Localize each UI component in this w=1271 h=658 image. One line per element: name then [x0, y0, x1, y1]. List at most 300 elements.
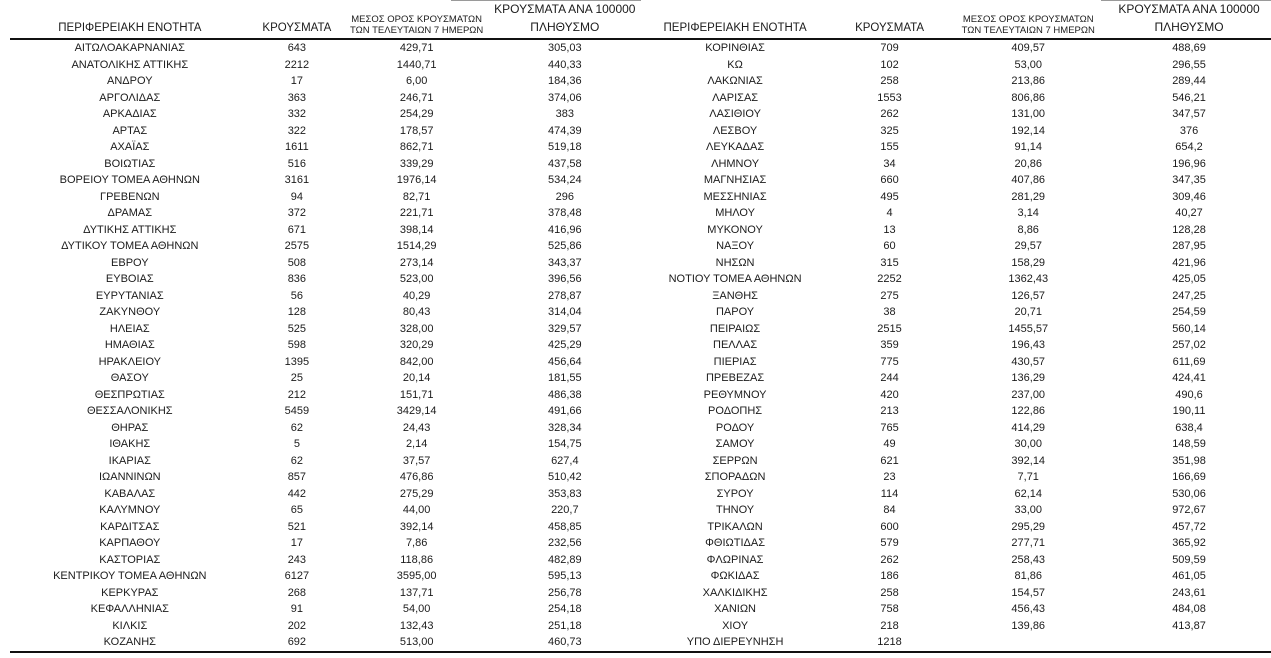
table-row — [641, 90, 1271, 107]
per100k-cell: 416,96 — [548, 223, 582, 236]
table-header — [641, 0, 1271, 39]
table-row — [10, 156, 641, 173]
cases-cell: 244 — [880, 372, 899, 384]
table-row — [641, 73, 1271, 90]
cases-cell: 202 — [287, 619, 307, 632]
per100k-cell: 128,28 — [1172, 223, 1206, 236]
region-cell: ΠΕΛΛΑΣ — [713, 339, 758, 351]
avg7-cell: 137,71 — [399, 586, 434, 599]
cases-cell: 758 — [880, 603, 899, 615]
per100k-cell: 491,66 — [548, 405, 582, 417]
header-avg7-line1: ΜΕΣΟΣ ΟΡΟΣ ΚΡΟΥΣΜΑΤΩΝ — [962, 14, 1094, 25]
table-row — [10, 57, 641, 74]
avg7-cell: 196,43 — [1011, 339, 1046, 351]
avg7-cell: 3429,14 — [396, 405, 437, 417]
per100k-cell — [1107, 634, 1271, 652]
region-cell: ΗΛΕΙΑΣ — [109, 322, 150, 335]
cases-cell: 857 — [287, 471, 307, 483]
avg7-cell: 81,86 — [1014, 570, 1042, 582]
table-row — [10, 370, 641, 387]
cases-cell: 1611 — [285, 141, 309, 153]
table-row — [641, 39, 1271, 57]
per100k-cell: 488,69 — [1172, 42, 1206, 54]
avg7-cell: 158,29 — [1011, 256, 1046, 269]
per100k-cell: 376 — [1179, 124, 1199, 137]
header-cases — [830, 0, 950, 39]
region-cell: ΛΕΣΒΟΥ — [712, 124, 758, 137]
avg7-cell: 320,29 — [399, 339, 434, 351]
per100k-cell: 287,95 — [1172, 240, 1206, 252]
table-row — [10, 139, 641, 156]
avg7-cell: 154,57 — [1011, 586, 1046, 599]
per100k-cell: 611,69 — [1172, 355, 1206, 368]
table-body — [641, 39, 1271, 652]
header-avg7-line2: ΤΩΝ ΤΕΛΕΥΤΑΙΩΝ 7 ΗΜΕΡΩΝ — [961, 25, 1095, 36]
per100k-cell: 328,34 — [548, 421, 582, 434]
avg7-cell: 30,00 — [1014, 438, 1042, 450]
per100k-cell: 534,24 — [548, 174, 582, 186]
table-row — [641, 205, 1271, 222]
cases-table — [641, 0, 1271, 653]
cases-cell: 836 — [287, 273, 307, 285]
table-row — [641, 519, 1271, 536]
region-cell: ΕΥΡΥΤΑΝΙΑΣ — [95, 289, 164, 302]
header-region — [10, 0, 250, 39]
cases-cell: 765 — [880, 421, 899, 434]
table-row — [10, 288, 641, 305]
avg7-cell: 53,00 — [1014, 58, 1042, 71]
region-cell: ΘΗΡΑΣ — [111, 421, 149, 434]
cases-cell: 442 — [287, 487, 307, 500]
table-row — [641, 568, 1271, 585]
table-row — [10, 618, 641, 635]
region-cell: ΚΑΣΤΟΡΙΑΣ — [99, 553, 161, 566]
region-cell: ΣΠΟΡΑΔΩΝ — [704, 471, 766, 483]
per100k-cell: 309,46 — [1172, 190, 1206, 203]
per100k-cell: 329,57 — [548, 322, 582, 335]
per100k-cell: 972,67 — [1172, 504, 1206, 516]
avg7-cell: 40,29 — [402, 289, 431, 302]
cases-cell: 213 — [880, 405, 899, 417]
table-row — [641, 585, 1271, 602]
per100k-cell: 560,14 — [1172, 322, 1206, 335]
region-cell: ΤΡΙΚΑΛΩΝ — [707, 520, 763, 533]
avg7-cell: 131,00 — [1011, 108, 1046, 120]
avg7-cell: 295,29 — [1011, 520, 1046, 533]
cases-cell: 6127 — [284, 570, 310, 582]
header-per100k — [489, 0, 640, 39]
region-cell: ΗΜΑΘΙΑΣ — [104, 339, 155, 351]
header-per100k-line2: ΠΛΗΘΥΣΜΟ — [1154, 20, 1224, 34]
cases-cell: 643 — [287, 42, 307, 54]
region-cell: ΠΡΕΒΕΖΑΣ — [705, 372, 765, 384]
avg7-cell: 258,43 — [1011, 553, 1046, 566]
region-cell: ΙΩΑΝΝΙΝΩΝ — [98, 471, 161, 483]
cases-cell: 600 — [880, 520, 899, 533]
avg7-cell: 281,29 — [1011, 190, 1046, 203]
cases-cell: 17 — [290, 75, 303, 87]
avg7-cell: 221,71 — [399, 207, 434, 219]
header-cases-label: ΚΡΟΥΣΜΑΤΑ — [855, 22, 924, 34]
cases-cell: 372 — [287, 207, 307, 219]
region-cell: ΥΠΟ ΔΙΕΡΕΥΝΗΣΗ — [641, 634, 830, 652]
header-avg7 — [344, 0, 489, 39]
table-header — [10, 0, 641, 39]
header-region-label: ΠΕΡΙΦΕΡΕΙΑΚΗ ΕΝΟΤΗΤΑ — [663, 22, 807, 34]
header-per100k-line1: ΚΡΟΥΣΜΑΤΑ ΑΝΑ 100000 — [494, 2, 636, 16]
per100k-cell: 458,85 — [548, 520, 582, 533]
header-avg7-line1: ΜΕΣΟΣ ΟΡΟΣ ΚΡΟΥΣΜΑΤΩΝ — [351, 14, 483, 25]
header-cases — [250, 0, 345, 39]
region-cell: ΚΙΛΚΙΣ — [112, 619, 148, 632]
cases-cell: 4 — [886, 207, 893, 219]
cases-cell: 17 — [290, 537, 303, 549]
cases-cell: 671 — [287, 223, 307, 236]
cases-cell: 521 — [287, 520, 307, 533]
region-cell: ΧΑΛΚΙΔΙΚΗΣ — [702, 586, 768, 599]
cases-cell: 262 — [880, 108, 899, 120]
avg7-cell: 8,86 — [1017, 223, 1039, 236]
table-row — [10, 39, 641, 57]
table-row — [641, 222, 1271, 239]
avg7-cell: 392,14 — [399, 520, 434, 533]
region-cell: ΡΟΔΟΠΗΣ — [708, 405, 763, 417]
avg7-cell: 3,14 — [1017, 207, 1039, 219]
cases-cell: 262 — [880, 553, 899, 566]
avg7-cell: 33,00 — [1014, 504, 1042, 516]
cases-cell: 34 — [883, 157, 896, 170]
table-row — [641, 535, 1271, 552]
per100k-cell: 474,39 — [548, 124, 582, 137]
per100k-cell: 437,58 — [548, 157, 582, 170]
per100k-cell: 232,56 — [548, 537, 582, 549]
per100k-cell: 166,69 — [1172, 471, 1206, 483]
region-cell: ΚΑΒΑΛΑΣ — [104, 487, 156, 500]
header-avg7-line2: ΤΩΝ ΤΕΛΕΥΤΑΙΩΝ 7 ΗΜΕΡΩΝ — [350, 25, 484, 36]
region-cell: ΕΥΒΟΙΑΣ — [105, 273, 154, 285]
cases-cell: 275 — [880, 289, 899, 302]
cases-cell: 155 — [880, 141, 899, 153]
per100k-cell: 184,36 — [548, 75, 582, 87]
cases-cell: 579 — [880, 537, 899, 549]
table-row — [641, 601, 1271, 618]
per100k-cell: 148,59 — [1172, 438, 1206, 450]
region-cell: ΞΑΝΘΗΣ — [712, 289, 758, 302]
avg7-cell: 407,86 — [1011, 174, 1046, 186]
table-row — [641, 106, 1271, 123]
table-row — [10, 238, 641, 255]
table-row — [641, 453, 1271, 470]
cases-cell: 3161 — [284, 174, 310, 186]
region-cell: ΠΕΙΡΑΙΩΣ — [709, 322, 761, 335]
region-cell: ΔΥΤΙΚΗΣ ΑΤΤΙΚΗΣ — [83, 223, 177, 236]
avg7-cell: 20,14 — [402, 372, 431, 384]
per100k-cell: 314,04 — [548, 306, 582, 318]
table-row — [641, 255, 1271, 272]
header-per100k — [1107, 0, 1271, 39]
cases-cell: 258 — [880, 586, 899, 599]
cases-cell: 25 — [290, 372, 303, 384]
cases-cell: 268 — [287, 586, 307, 599]
table-row — [641, 370, 1271, 387]
table-row — [10, 552, 641, 569]
avg7-cell: 6,00 — [405, 75, 428, 87]
cases-cell: 94 — [290, 190, 303, 203]
cases-cell: 1395 — [284, 355, 310, 368]
header-row — [641, 0, 1271, 39]
avg7-cell: 237,00 — [1011, 388, 1046, 401]
avg7-cell: 1455,57 — [1008, 322, 1049, 335]
cases-cell: 2515 — [877, 322, 902, 335]
avg7-cell: 213,86 — [1011, 75, 1046, 87]
per100k-cell: 40,27 — [1175, 207, 1203, 219]
cases-table — [10, 0, 641, 653]
table-row — [641, 387, 1271, 404]
cases-cell: 709 — [880, 42, 899, 54]
per100k-cell: 190,11 — [1172, 405, 1206, 417]
table-row — [10, 387, 641, 404]
cases-cell: 102 — [880, 58, 899, 71]
avg7-cell: 476,86 — [399, 471, 434, 483]
table-row — [641, 271, 1271, 288]
table-row — [10, 255, 641, 272]
per100k-cell: 251,18 — [548, 619, 582, 632]
per100k-cell: 254,18 — [548, 603, 582, 615]
per100k-cell: 425,29 — [548, 339, 582, 351]
per100k-cell: 424,41 — [1172, 372, 1206, 384]
table-row — [641, 403, 1271, 420]
table-row — [641, 354, 1271, 371]
cases-cell: 2212 — [284, 58, 310, 71]
region-cell: ΜΕΣΣΗΝΙΑΣ — [703, 190, 767, 203]
per100k-cell: 347,35 — [1172, 174, 1206, 186]
avg7-cell: 456,43 — [1011, 603, 1046, 615]
cases-cell: 114 — [880, 487, 899, 500]
table-row — [10, 304, 641, 321]
cases-cell: 322 — [287, 124, 307, 137]
avg7-cell: 126,57 — [1011, 289, 1046, 302]
table-row — [10, 189, 641, 206]
per100k-cell: 181,55 — [548, 372, 582, 384]
region-cell: ΜΥΚΟΝΟΥ — [707, 223, 763, 236]
per100k-cell: 196,96 — [1172, 157, 1206, 170]
avg7-cell: 192,14 — [1011, 124, 1046, 137]
region-cell: ΣΥΡΟΥ — [716, 487, 754, 500]
cases-cell: 2575 — [284, 240, 310, 252]
table-row — [10, 436, 641, 453]
avg7-cell: 20,86 — [1014, 157, 1042, 170]
per100k-cell: 654,2 — [1175, 141, 1203, 153]
per100k-cell: 413,87 — [1172, 619, 1206, 632]
table-row — [10, 486, 641, 503]
per100k-cell: 278,87 — [548, 289, 582, 302]
region-cell: ΡΕΘΥΜΝΟΥ — [703, 388, 767, 401]
per100k-cell: 154,75 — [548, 438, 582, 450]
cases-cell: 508 — [287, 256, 307, 269]
avg7-cell: 80,43 — [402, 306, 431, 318]
per100k-cell: 243,61 — [1172, 586, 1206, 599]
cases-cell: 325 — [880, 124, 899, 137]
cases-cell: 212 — [287, 388, 307, 401]
per100k-cell: 256,78 — [548, 586, 582, 599]
cases-cell: 84 — [883, 504, 896, 516]
per100k-cell: 378,48 — [548, 207, 582, 219]
avg7-cell: 20,71 — [1014, 306, 1042, 318]
avg7-cell: 82,71 — [402, 190, 431, 203]
avg7-cell: 37,57 — [402, 454, 431, 467]
cases-cell: 23 — [883, 471, 896, 483]
avg7-cell: 806,86 — [1011, 91, 1046, 104]
per100k-cell: 510,42 — [548, 471, 582, 483]
region-cell: ΕΒΡΟΥ — [111, 256, 149, 269]
table-row — [10, 502, 641, 519]
region-cell: ΚΑΡΠΑΘΟΥ — [99, 537, 161, 549]
avg7-cell: 7,71 — [1017, 471, 1039, 483]
region-cell: ΖΑΚΥΝΘΟΥ — [99, 306, 161, 318]
avg7-cell: 523,00 — [399, 273, 434, 285]
table-row — [641, 618, 1271, 635]
cases-cell: 1553 — [877, 91, 902, 104]
per100k-cell: 484,08 — [1172, 603, 1206, 615]
cases-cell: 62 — [290, 421, 303, 434]
table-row — [10, 123, 641, 140]
per100k-cell: 289,44 — [1172, 75, 1206, 87]
avg7-cell: 277,71 — [1011, 537, 1046, 549]
table-body — [10, 39, 641, 652]
avg7-cell: 1976,14 — [396, 174, 437, 186]
header-per100k-line1: ΚΡΟΥΣΜΑΤΑ ΑΝΑ 100000 — [1118, 2, 1260, 16]
cases-cell: 2252 — [877, 273, 902, 285]
table-row — [641, 288, 1271, 305]
cases-cell: 660 — [880, 174, 899, 186]
table-row — [10, 73, 641, 90]
avg7-cell: 246,71 — [399, 91, 434, 104]
per100k-cell: 247,25 — [1172, 289, 1206, 302]
per100k-cell: 509,59 — [1172, 553, 1206, 566]
region-cell: ΑΝΔΡΟΥ — [107, 75, 153, 87]
cases-cell: 186 — [880, 570, 899, 582]
cases-cell: 128 — [287, 306, 307, 318]
per100k-cell: 351,98 — [1172, 454, 1206, 467]
avg7-cell: 29,57 — [1014, 240, 1042, 252]
region-cell: ΠΙΕΡΙΑΣ — [713, 355, 757, 368]
table-row — [10, 172, 641, 189]
table-row — [10, 205, 641, 222]
avg7-cell: 139,86 — [1011, 619, 1046, 632]
avg7-cell: 2,14 — [405, 438, 428, 450]
per100k-cell: 347,57 — [1172, 108, 1206, 120]
avg7-cell: 54,00 — [402, 603, 431, 615]
avg7-cell: 62,14 — [1014, 487, 1042, 500]
per100k-column-top-border — [451, 0, 640, 1]
avg7-cell: 3595,00 — [396, 570, 437, 582]
region-cell: ΣΑΜΟΥ — [715, 438, 755, 450]
cases-cell: 495 — [880, 190, 899, 203]
header-row — [10, 0, 641, 39]
per100k-cell: 525,86 — [548, 240, 582, 252]
per100k-cell: 305,03 — [548, 42, 582, 54]
per100k-cell: 365,92 — [1172, 537, 1206, 549]
avg7-cell — [949, 634, 1107, 652]
avg7-cell: 24,43 — [402, 421, 431, 434]
region-cell: ΙΚΑΡΙΑΣ — [108, 454, 151, 467]
region-cell: ΣΕΡΡΩΝ — [712, 454, 758, 467]
region-cell: ΑΙΤΩΛΟΑΚΑΡΝΑΝΙΑΣ — [74, 42, 185, 54]
table-row — [10, 90, 641, 107]
region-cell: ΤΗΝΟΥ — [715, 504, 755, 516]
cases-cell: 38 — [883, 306, 896, 318]
avg7-cell: 430,57 — [1011, 355, 1046, 368]
cases-cell: 91 — [290, 603, 303, 615]
region-cell: ΜΗΛΟΥ — [715, 207, 755, 219]
cases-cell: 49 — [883, 438, 896, 450]
avg7-cell: 513,00 — [344, 634, 489, 652]
region-cell: ΔΥΤΙΚΟΥ ΤΟΜΕΑ ΑΘΗΝΩΝ — [61, 240, 199, 252]
avg7-cell: 429,71 — [399, 42, 434, 54]
avg7-cell: 151,71 — [399, 388, 434, 401]
per100k-cell: 595,13 — [548, 570, 582, 582]
region-cell: ΦΛΩΡΙΝΑΣ — [706, 553, 764, 566]
region-cell: ΦΘΙΩΤΙΔΑΣ — [705, 537, 765, 549]
cases-cell: 420 — [880, 388, 899, 401]
header-cases-label: ΚΡΟΥΣΜΑΤΑ — [262, 22, 332, 34]
region-cell: ΔΡΑΜΑΣ — [107, 207, 153, 219]
per100k-cell: 296 — [555, 190, 574, 203]
per100k-cell: 425,05 — [1172, 273, 1206, 285]
table-row — [10, 321, 641, 338]
per100k-cell: 421,96 — [1172, 256, 1206, 269]
cases-cell: 56 — [290, 289, 303, 302]
table-row — [10, 568, 641, 585]
region-cell: ΑΝΑΤΟΛΙΚΗΣ ΑΤΤΙΚΗΣ — [71, 58, 189, 71]
region-cell: ΑΡΤΑΣ — [112, 124, 148, 137]
per100k-cell: 343,37 — [548, 256, 582, 269]
avg7-cell: 91,14 — [1014, 141, 1042, 153]
table-row — [10, 634, 641, 652]
cases-cell: 332 — [287, 108, 307, 120]
table-row — [641, 469, 1271, 486]
region-cell: ΒΟΡΕΙΟΥ ΤΟΜΕΑ ΑΘΗΝΩΝ — [59, 174, 200, 186]
per100k-cell: 460,73 — [489, 634, 640, 652]
table-row — [641, 189, 1271, 206]
per100k-cell: 461,05 — [1172, 570, 1206, 582]
per100k-cell: 486,38 — [548, 388, 582, 401]
region-cell: ΗΡΑΚΛΕΙΟΥ — [98, 355, 161, 368]
region-cell: ΓΡΕΒΕΝΩΝ — [100, 190, 160, 203]
region-cell: ΝΟΤΙΟΥ ΤΟΜΕΑ ΑΘΗΝΩΝ — [668, 273, 802, 285]
table-row — [10, 222, 641, 239]
per100k-cell: 456,64 — [548, 355, 582, 368]
region-cell: ΑΡΚΑΔΙΑΣ — [102, 108, 157, 120]
avg7-cell: 273,14 — [399, 256, 434, 269]
table-row — [641, 321, 1271, 338]
avg7-cell: 178,57 — [399, 124, 434, 137]
per100k-cell: 457,72 — [1172, 520, 1206, 533]
header-region — [641, 0, 830, 39]
cases-cell: 65 — [290, 504, 303, 516]
table-row — [10, 271, 641, 288]
per100k-cell: 530,06 — [1172, 487, 1206, 500]
table-row — [10, 453, 641, 470]
region-cell: ΒΟΙΩΤΙΑΣ — [104, 157, 156, 170]
table-row — [10, 469, 641, 486]
cases-cell: 775 — [880, 355, 899, 368]
cases-cell: 258 — [880, 75, 899, 87]
table-row — [10, 337, 641, 354]
per100k-cell: 220,7 — [551, 504, 579, 516]
per100k-cell: 296,55 — [1172, 58, 1206, 71]
avg7-cell: 275,29 — [399, 487, 434, 500]
